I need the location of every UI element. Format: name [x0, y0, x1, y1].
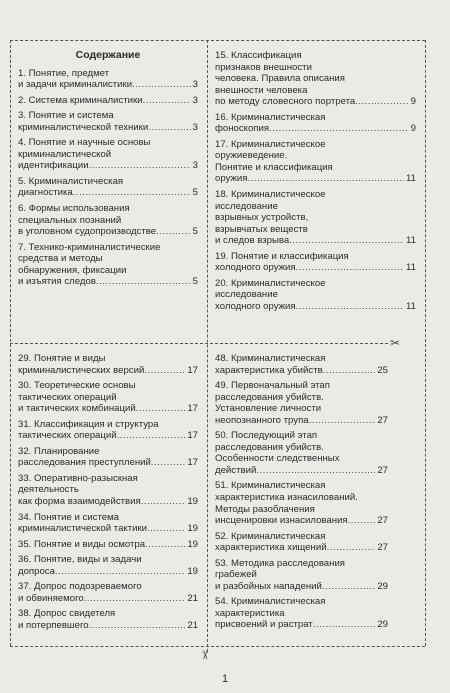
toc-entry-line	[215, 73, 416, 85]
toc-page-ref: 27	[377, 515, 388, 527]
toc-page-ref: 11	[406, 300, 416, 312]
toc-entry-line	[18, 68, 198, 80]
toc-entry-line	[215, 162, 416, 174]
toc-entry-line	[18, 353, 198, 365]
toc-entry-text: 7. Технико-криминалистические	[18, 241, 161, 253]
toc-entry	[18, 176, 198, 199]
toc-entry-text: 32. Планирование	[18, 445, 100, 457]
toc-page-ref: 9	[410, 96, 416, 108]
toc-entry	[18, 242, 198, 288]
toc-page-ref: 17	[187, 457, 198, 469]
toc-entry-text: 34. Понятие и система	[18, 511, 120, 523]
toc-entry-text: в уголовном судопроизводстве	[18, 226, 157, 238]
toc-entry	[215, 139, 416, 185]
toc-entry-text: 38. Допрос свидетеля	[18, 608, 116, 620]
toc-entry-text: криминалистической	[18, 148, 112, 160]
dot-leader	[141, 496, 186, 508]
toc-entry	[215, 353, 388, 376]
toc-entry-text: 2. Система криминалистики	[18, 94, 143, 106]
toc-entry-text: характеристика убийств	[215, 364, 323, 376]
toc-page-ref: 17	[187, 430, 198, 442]
toc-entry-text: 52. Криминалистическая	[215, 530, 326, 542]
toc-entry-line	[215, 62, 416, 74]
toc-entry-text: 54. Криминалистическая	[215, 596, 326, 608]
toc-entry	[215, 480, 388, 526]
toc-entry-line	[215, 365, 388, 377]
dot-leader	[55, 566, 185, 578]
toc-entry	[18, 353, 198, 376]
toc-entry-line	[18, 566, 198, 578]
toc-entry-line	[215, 251, 416, 263]
toc-entry-text: 3. Понятие и система	[18, 110, 114, 122]
toc-entry-text: как форма взаимодействия	[18, 496, 141, 508]
dot-leader	[247, 173, 404, 185]
cut-line-bottom	[10, 646, 425, 647]
toc-entry	[18, 380, 198, 415]
toc-entry-text: человека. Правила описания	[215, 73, 345, 85]
toc-entry-line	[18, 620, 198, 632]
toc-entry-line	[18, 122, 198, 134]
dot-leader	[117, 430, 186, 442]
toc-entry-text: 51. Криминалистическая	[215, 480, 326, 492]
toc-entry-text: криминалистических версий	[18, 364, 145, 376]
toc-entry-line	[18, 253, 198, 265]
toc-entry	[18, 419, 198, 442]
toc-entry-text: диагностика	[18, 187, 73, 199]
toc-entry-line	[215, 278, 416, 290]
toc-entry-line	[215, 569, 388, 581]
dot-leader	[309, 415, 376, 427]
scissors-icon: ✂	[390, 336, 401, 350]
toc-entry-text: допроса	[18, 565, 55, 577]
toc-entry-line	[215, 235, 416, 247]
dot-leader	[323, 365, 376, 377]
toc-entry-text: 18. Криминалистическое	[215, 189, 326, 201]
toc-page-ref: 27	[377, 414, 388, 426]
toc-entry-text: характеристика изнасилований.	[215, 492, 358, 504]
toc-entry-line	[18, 608, 198, 620]
toc-entry-line	[215, 224, 416, 236]
toc-entry-text: 29. Понятие и виды	[18, 353, 106, 364]
toc-entry-text: 6. Формы использования	[18, 203, 130, 215]
toc-entry	[18, 539, 198, 551]
toc-entry-line	[18, 457, 198, 469]
toc-entry-line	[18, 496, 198, 508]
dot-leader	[269, 123, 409, 135]
toc-entry-text: расследования преступлений	[18, 457, 151, 469]
dot-leader	[96, 276, 191, 288]
dot-leader	[313, 619, 376, 631]
toc-entry-text: оружиеведение.	[215, 150, 288, 162]
toc-entry	[18, 203, 198, 238]
toc-entry	[18, 446, 198, 469]
toc-entry-line	[215, 430, 388, 442]
toc-entry-text: и следов взрыва	[215, 235, 290, 247]
dot-leader	[143, 95, 191, 107]
toc-page-ref: 19	[187, 496, 198, 508]
toc-entry-text: и обвиняемого	[18, 592, 84, 604]
toc-entry-line	[18, 242, 198, 254]
toc-entry-text: 53. Методика расследования	[215, 557, 345, 569]
toc-entry-line	[215, 212, 416, 224]
toc-entry-text: грабежей	[215, 569, 257, 581]
toc-entry-line	[18, 203, 198, 215]
toc-entry-line	[215, 50, 416, 62]
toc-entry-text: исследование	[215, 200, 278, 212]
toc-entry-text: 1. Понятие, предмет	[18, 67, 110, 79]
toc-entry-line	[215, 139, 416, 151]
toc-entry-text: 19. Понятие и классификация	[215, 250, 349, 262]
toc-entry	[18, 608, 198, 631]
toc-entry-line	[215, 301, 416, 313]
toc-entry-line	[215, 392, 388, 404]
toc-entry-text: расследования убийств.	[215, 441, 324, 453]
toc-entry-line	[18, 554, 198, 566]
toc-entry-text: средства и методы	[18, 253, 103, 265]
toc-entry-text: 4. Понятие и научные основы	[18, 137, 151, 149]
toc-entry	[215, 430, 388, 476]
toc-entries	[18, 353, 198, 631]
toc-entry-text: инсценировки изнасилования	[215, 515, 348, 527]
toc-entry	[215, 558, 388, 593]
toc-entry-text: расследования убийств.	[215, 391, 324, 403]
toc-entry-line	[18, 176, 198, 188]
dot-leader	[327, 542, 376, 554]
toc-entries	[215, 353, 388, 631]
toc-entry	[215, 531, 388, 554]
dot-leader	[296, 301, 404, 313]
toc-entry-line	[215, 619, 388, 631]
toc-entry-line	[215, 596, 388, 608]
toc-entry-line	[215, 453, 388, 465]
toc-entry-line	[18, 512, 198, 524]
toc-entry-text: 33. Оперативно-разыскная	[18, 472, 138, 484]
toc-page-ref: 9	[410, 123, 416, 135]
toc-page-ref: 27	[377, 464, 388, 476]
toc-entry-text: и тактических комбинаций	[18, 403, 136, 415]
dot-leader	[156, 226, 191, 238]
toc-entry-line	[215, 380, 388, 392]
toc-entry-text: 16. Криминалистическая	[215, 111, 326, 123]
toc-page-ref: 5	[192, 226, 198, 238]
toc-entry-text: внешности человека	[215, 84, 308, 96]
toc-entry-line	[215, 531, 388, 543]
toc-entry-line	[215, 85, 416, 97]
dot-leader	[148, 122, 190, 134]
toc-entry-line	[18, 365, 198, 377]
toc-entry-line	[18, 446, 198, 458]
scissors-icon: ✂	[198, 649, 213, 661]
toc-entry-text: Особенности следственных	[215, 453, 340, 465]
toc-entry-text: по методу словесного портрета	[215, 96, 356, 108]
toc-page-ref: 19	[187, 538, 198, 550]
toc-entry	[18, 110, 198, 133]
dot-leader	[256, 465, 375, 477]
toc-entry-line	[18, 523, 198, 535]
toc-entry-line	[215, 558, 388, 570]
toc-column-bottom-right	[215, 353, 388, 635]
toc-entry-line	[18, 149, 198, 161]
dot-leader	[136, 403, 186, 415]
toc-entry-text: признаков внешности	[215, 61, 312, 73]
toc-entry-line	[18, 593, 198, 605]
toc-page-ref: 17	[187, 403, 198, 415]
toc-entry-line	[215, 492, 388, 504]
toc-entry	[18, 473, 198, 508]
dot-leader	[322, 581, 375, 593]
toc-column-top-left	[18, 50, 198, 292]
toc-entry-line	[215, 608, 388, 620]
toc-page-ref: 17	[187, 364, 198, 376]
toc-entry-text: 50. Последующий этап	[215, 430, 318, 442]
dot-leader	[296, 262, 404, 274]
toc-page-ref: 11	[406, 262, 416, 274]
toc-entry-line	[215, 201, 416, 213]
toc-entry-text: криминалистической тактики	[18, 523, 148, 535]
toc-page-ref: 25	[377, 364, 388, 376]
toc-entry-text: 30. Теоретические основы	[18, 380, 136, 392]
toc-entry-line	[18, 137, 198, 149]
toc-entry-line	[215, 480, 388, 492]
toc-entry-line	[215, 581, 388, 593]
toc-entry-line	[215, 353, 388, 365]
toc-entry	[18, 68, 198, 91]
toc-entry-text: взрывчатых веществ	[215, 223, 308, 235]
toc-entry-text: тактических операций	[18, 391, 117, 403]
toc-entry-text: криминалистической техники	[18, 121, 149, 133]
toc-entry-line	[18, 110, 198, 122]
toc-entry-text: исследование	[215, 289, 278, 301]
toc-entry-line	[18, 276, 198, 288]
toc-entry-line	[18, 581, 198, 593]
dot-leader	[89, 160, 191, 172]
toc-entry-line	[215, 415, 388, 427]
toc-entry-text: 15. Классификация	[215, 50, 302, 61]
toc-entry	[18, 95, 198, 107]
toc-entries	[18, 68, 198, 288]
page-number: 1	[221, 673, 229, 685]
toc-entry-text: специальных познаний	[18, 214, 122, 226]
toc-entry-line	[215, 289, 416, 301]
toc-entry	[18, 512, 198, 535]
toc-entry	[215, 278, 416, 313]
toc-entry-text: и разбойных нападений	[215, 580, 322, 592]
toc-entry-line	[215, 262, 416, 274]
toc-entry-text: действий	[215, 464, 257, 476]
toc-column-top-right	[215, 50, 416, 316]
toc-entry-text: 49. Первоначальный этап	[215, 380, 330, 392]
toc-entry-line	[215, 465, 388, 477]
toc-entry-text: характеристика	[215, 607, 285, 619]
toc-page-ref: 19	[187, 565, 198, 577]
toc-page-ref: 21	[187, 592, 198, 604]
toc-entry-line	[18, 380, 198, 392]
toc-entry-text: идентификации	[18, 160, 89, 172]
toc-entry-line	[18, 187, 198, 199]
toc-entry-line	[215, 96, 416, 108]
cut-line-left	[10, 40, 11, 646]
toc-entry-text: 36. Понятие, виды и задачи	[18, 554, 142, 566]
toc-entry-text: взрывных устройств,	[215, 212, 309, 224]
dot-leader	[151, 457, 185, 469]
dot-leader	[89, 620, 186, 632]
toc-entry	[215, 112, 416, 135]
toc-entry-text: присвоений и растрат	[215, 619, 313, 631]
toc-page-ref: 11	[406, 173, 416, 185]
cut-line-center	[207, 40, 208, 652]
toc-entry-text: фоноскопия	[215, 123, 270, 135]
toc-entry-line	[18, 215, 198, 227]
cut-line-right	[425, 40, 426, 646]
toc-entry-text: 17. Криминалистическое	[215, 138, 326, 150]
toc-entry-text: 35. Понятие и виды осмотра	[18, 538, 146, 550]
toc-entry-line	[18, 473, 198, 485]
toc-entry-text: тактических операций	[18, 430, 117, 442]
toc-entry-text: 20. Криминалистическое	[215, 277, 326, 289]
toc-entry-line	[18, 392, 198, 404]
toc-page-ref: 5	[192, 187, 198, 199]
toc-entry-text: Понятие и классификация	[215, 161, 333, 173]
cut-line-top	[10, 40, 425, 41]
toc-entry-text: холодного оружия	[215, 300, 296, 312]
toc-entries	[215, 50, 416, 312]
toc-entry-text: обнаружения, фиксации	[18, 264, 127, 276]
toc-entry-line	[18, 403, 198, 415]
dot-leader	[147, 523, 185, 535]
toc-entry-line	[18, 430, 198, 442]
toc-entry-text: 31. Классификация и структура	[18, 418, 159, 430]
toc-page-ref: 3	[192, 79, 198, 91]
toc-page-ref: 19	[187, 523, 198, 535]
dot-leader	[348, 515, 376, 527]
toc-entry-text: Методы разоблачения	[215, 503, 315, 515]
toc-page-ref: 29	[377, 619, 388, 631]
toc-title: Содержание	[75, 49, 141, 61]
dot-leader	[73, 187, 191, 199]
toc-entry-line	[18, 484, 198, 496]
toc-entry-line	[18, 419, 198, 431]
toc-entry-text: 37. Допрос подозреваемого	[18, 581, 142, 593]
toc-page-ref: 3	[192, 121, 198, 133]
dot-leader	[84, 593, 186, 605]
toc-entry-text: оружия	[215, 173, 248, 185]
toc-page-ref: 29	[377, 580, 388, 592]
dot-leader	[144, 365, 185, 377]
toc-entry-line	[18, 79, 198, 91]
cut-line-middle	[10, 343, 388, 344]
toc-entry-line	[18, 160, 198, 172]
toc-entry-text: Установление личности	[215, 403, 322, 415]
toc-entry-line	[18, 265, 198, 277]
toc-entry	[215, 189, 416, 247]
toc-entry-text: неопознанного трупа	[215, 414, 309, 426]
toc-page-ref: 21	[187, 619, 198, 631]
toc-entry-line	[215, 504, 388, 516]
toc-page-ref: 3	[192, 160, 198, 172]
toc-entry	[215, 380, 388, 426]
dot-leader	[355, 96, 408, 108]
toc-column-bottom-left	[18, 353, 198, 635]
toc-entry-line	[215, 112, 416, 124]
toc-entry	[215, 596, 388, 631]
toc-entry-text: и задачи криминалистики	[18, 79, 133, 91]
dot-leader	[132, 79, 191, 91]
toc-entry-line	[215, 515, 388, 527]
toc-entry	[215, 50, 416, 108]
toc-entry-line	[215, 542, 388, 554]
dot-leader	[145, 539, 185, 551]
toc-page-ref: 3	[192, 94, 198, 106]
toc-entry-text: и потерпевшего	[18, 619, 89, 631]
toc-entry-text: характеристика хищений	[215, 542, 327, 554]
toc-entry	[18, 554, 198, 577]
toc-entry-line	[215, 403, 388, 415]
toc-entry	[18, 137, 198, 172]
dot-leader	[289, 235, 404, 247]
toc-page-ref: 11	[406, 235, 416, 247]
toc-entry-text: 5. Криминалистическая	[18, 175, 124, 187]
toc-entry-line	[18, 95, 198, 107]
toc-page-ref: 5	[192, 276, 198, 288]
toc-entry-line	[215, 442, 388, 454]
toc-entry-text: 48. Криминалистическая	[215, 353, 326, 364]
toc-entry	[18, 581, 198, 604]
toc-entry-text: и изъятия следов	[18, 276, 96, 288]
toc-page-ref: 27	[377, 542, 388, 554]
toc-entry-text: деятельность	[18, 484, 79, 496]
toc-entry-line	[18, 226, 198, 238]
toc-entry-text: холодного оружия	[215, 262, 296, 274]
toc-entry-line	[215, 150, 416, 162]
toc-entry-line	[18, 539, 198, 551]
toc-entry-line	[215, 173, 416, 185]
toc-entry-line	[215, 189, 416, 201]
toc-entry	[215, 251, 416, 274]
toc-entry-line	[215, 123, 416, 135]
